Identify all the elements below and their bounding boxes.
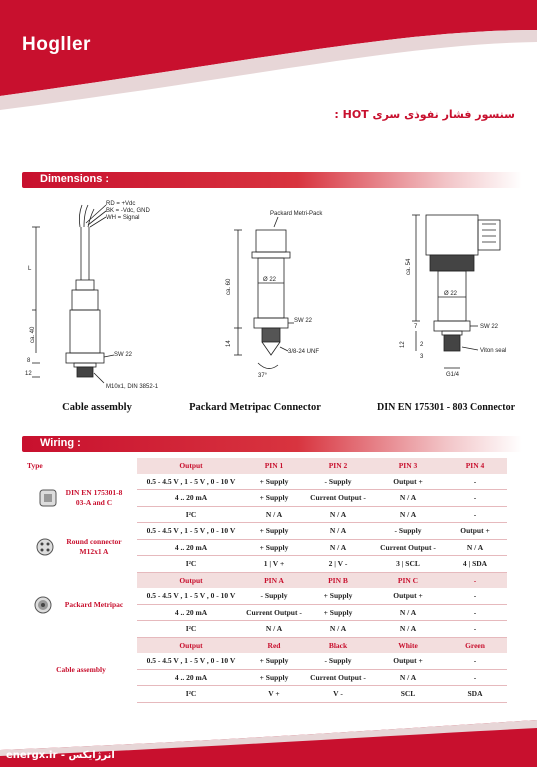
wiring-table	[25, 458, 507, 703]
table-cell: I²C	[137, 686, 245, 703]
table-cell: 2 | V -	[303, 556, 373, 573]
pin-header: PIN C	[373, 572, 443, 588]
dim-g14: G1/4	[446, 372, 460, 378]
table-cell: 3 | SCL	[373, 556, 443, 573]
table-cell: V +	[245, 686, 303, 703]
cable-assembly-drawing	[22, 195, 172, 395]
dim-ca54: ca. 54	[406, 258, 412, 275]
table-cell: Output +	[443, 523, 507, 540]
table-cell: Output +	[373, 653, 443, 669]
dim-viton: Viton seal	[480, 348, 507, 354]
table-cell: -	[443, 669, 507, 686]
table-cell: N / A	[373, 506, 443, 523]
dimensions-heading: Dimensions :	[40, 173, 110, 185]
table-cell: Current Output -	[373, 539, 443, 556]
table-cell: 0.5 - 4.5 V , 1 - 5 V , 0 - 10 V	[137, 653, 245, 669]
wire-color-header: White	[373, 637, 443, 653]
output-header: Output	[137, 637, 245, 653]
table-cell: N / A	[373, 490, 443, 507]
pin-header: PIN B	[303, 572, 373, 588]
wire-label-red: RD = +Vdc	[106, 201, 136, 207]
table-cell: + Supply	[245, 523, 303, 540]
wiring-section-bar	[22, 436, 522, 452]
table-cell: Output +	[373, 474, 443, 490]
packard-drawing	[218, 205, 348, 385]
table-cell: + Supply	[303, 588, 373, 604]
connector-type-label: Round connector M12x1 A	[66, 537, 122, 557]
table-cell: 4 .. 20 mA	[137, 604, 245, 621]
table-cell: Current Output -	[303, 490, 373, 507]
wire-color-header: Red	[245, 637, 303, 653]
table-cell: 4 .. 20 mA	[137, 490, 245, 507]
table-cell: I²C	[137, 556, 245, 573]
pin-header: PIN 1	[245, 458, 303, 474]
dim-12: 12	[25, 371, 32, 377]
table-cell: 4 .. 20 mA	[137, 669, 245, 686]
pin-header: PIN 3	[373, 458, 443, 474]
footer-text: energx.ir - انرژایکس	[6, 750, 115, 761]
connector-type-cell	[25, 637, 137, 702]
dim-3: 3	[420, 354, 424, 360]
table-cell: -	[443, 653, 507, 669]
table-row	[25, 474, 507, 490]
brand-logo: Hogller	[22, 34, 91, 55]
table-cell: - Supply	[245, 588, 303, 604]
pin-header: -	[443, 572, 507, 588]
table-cell: I²C	[137, 506, 245, 523]
table-cell: N / A	[303, 621, 373, 638]
table-cell: -	[443, 621, 507, 638]
wire-label-white: WH = Signal	[106, 215, 140, 221]
table-cell: N / A	[373, 604, 443, 621]
table-cell: SCL	[373, 686, 443, 703]
table-cell: N / A	[303, 506, 373, 523]
table-cell: - Supply	[303, 653, 373, 669]
wire-color-header: Black	[303, 637, 373, 653]
dim-sw22: SW 22	[114, 352, 133, 358]
connector-type-cell	[25, 523, 137, 573]
dim-sw22: SW 22	[480, 324, 499, 330]
din-connector-drawing	[390, 200, 530, 390]
table-cell: + Supply	[245, 653, 303, 669]
table-cell: + Supply	[245, 539, 303, 556]
table-cell: Current Output -	[303, 669, 373, 686]
table-cell: Current Output -	[245, 604, 303, 621]
dim-ca60: ca. 60	[226, 278, 232, 295]
table-cell: -	[443, 506, 507, 523]
header-band	[0, 0, 537, 115]
dim-2: 2	[420, 342, 424, 348]
table-cell: -	[443, 474, 507, 490]
table-cell: 0.5 - 4.5 V , 1 - 5 V , 0 - 10 V	[137, 523, 245, 540]
table-cell: Output +	[373, 588, 443, 604]
dim-unf: 3/8-24 UNF	[288, 349, 320, 355]
table-cell: SDA	[443, 686, 507, 703]
table-cell: + Supply	[245, 669, 303, 686]
dim-7: 7	[414, 324, 418, 330]
table-cell: 4 .. 20 mA	[137, 539, 245, 556]
dim-12: 12	[400, 341, 406, 348]
type-column-header: Type	[27, 461, 43, 471]
connector-type-cell	[25, 572, 137, 637]
table-cell: N / A	[373, 621, 443, 638]
connector-type-label: Cable assembly	[56, 664, 106, 674]
table-cell: 0.5 - 4.5 V , 1 - 5 V , 0 - 10 V	[137, 474, 245, 490]
connector-type-cell	[25, 474, 137, 523]
wiring-heading: Wiring :	[40, 437, 81, 449]
cable-assembly-caption: Cable assembly	[62, 402, 132, 413]
table-cell: 1 | V +	[245, 556, 303, 573]
table-cell: N / A	[443, 539, 507, 556]
din-connector-icon	[38, 488, 58, 508]
connector-type-label: DIN EN 175301-8 03-A and C	[65, 488, 123, 507]
table-cell: 0.5 - 4.5 V , 1 - 5 V , 0 - 10 V	[137, 588, 245, 604]
dim-8: 8	[27, 358, 31, 364]
table-cell: - Supply	[303, 474, 373, 490]
table-cell: - Supply	[373, 523, 443, 540]
dim-thread: M10x1, DIN 3852-1	[106, 384, 159, 390]
page-title: سنسور فشار نفوذی سری HOT :	[334, 108, 515, 121]
table-cell: N / A	[373, 669, 443, 686]
table-cell: V -	[303, 686, 373, 703]
pin-header: PIN A	[245, 572, 303, 588]
packard-caption: Packard Metripac Connector	[189, 402, 321, 413]
wire-color-header: Green	[443, 637, 507, 653]
dim-l: L	[28, 266, 32, 272]
table-cell: N / A	[303, 539, 373, 556]
table-cell: -	[443, 490, 507, 507]
table-row	[25, 523, 507, 540]
dim-sw22: SW 22	[294, 318, 313, 324]
output-header: Output	[137, 458, 245, 474]
table-cell: + Supply	[245, 474, 303, 490]
table-cell: I²C	[137, 621, 245, 638]
table-cell: N / A	[245, 621, 303, 638]
output-header: Output	[137, 572, 245, 588]
dim-angle: 37°	[258, 373, 268, 379]
table-cell: 4 | SDA	[443, 556, 507, 573]
table-cell: -	[443, 588, 507, 604]
dimensions-section-bar	[22, 172, 522, 188]
connector-type-label: Packard Metripac	[64, 599, 124, 609]
dim-d22: Ø 22	[263, 277, 277, 283]
table-cell: + Supply	[303, 604, 373, 621]
pin-header: PIN 4	[443, 458, 507, 474]
pin-header: PIN 2	[303, 458, 373, 474]
dim-ca40: ca. 40	[30, 326, 36, 343]
table-cell: -	[443, 604, 507, 621]
table-cell: + Supply	[245, 490, 303, 507]
wire-label-black: BK = -Vdc, GND	[106, 208, 150, 214]
dim-d22: Ø 22	[444, 291, 458, 297]
table-cell: N / A	[245, 506, 303, 523]
packard-connector-icon	[33, 595, 53, 615]
m12-connector-icon	[35, 537, 55, 557]
table-cell: N / A	[303, 523, 373, 540]
din-caption: DIN EN 175301 - 803 Connector	[376, 402, 516, 413]
dim-packard-label: Packard Metri-Pack	[270, 211, 323, 217]
dim-14: 14	[226, 340, 232, 347]
